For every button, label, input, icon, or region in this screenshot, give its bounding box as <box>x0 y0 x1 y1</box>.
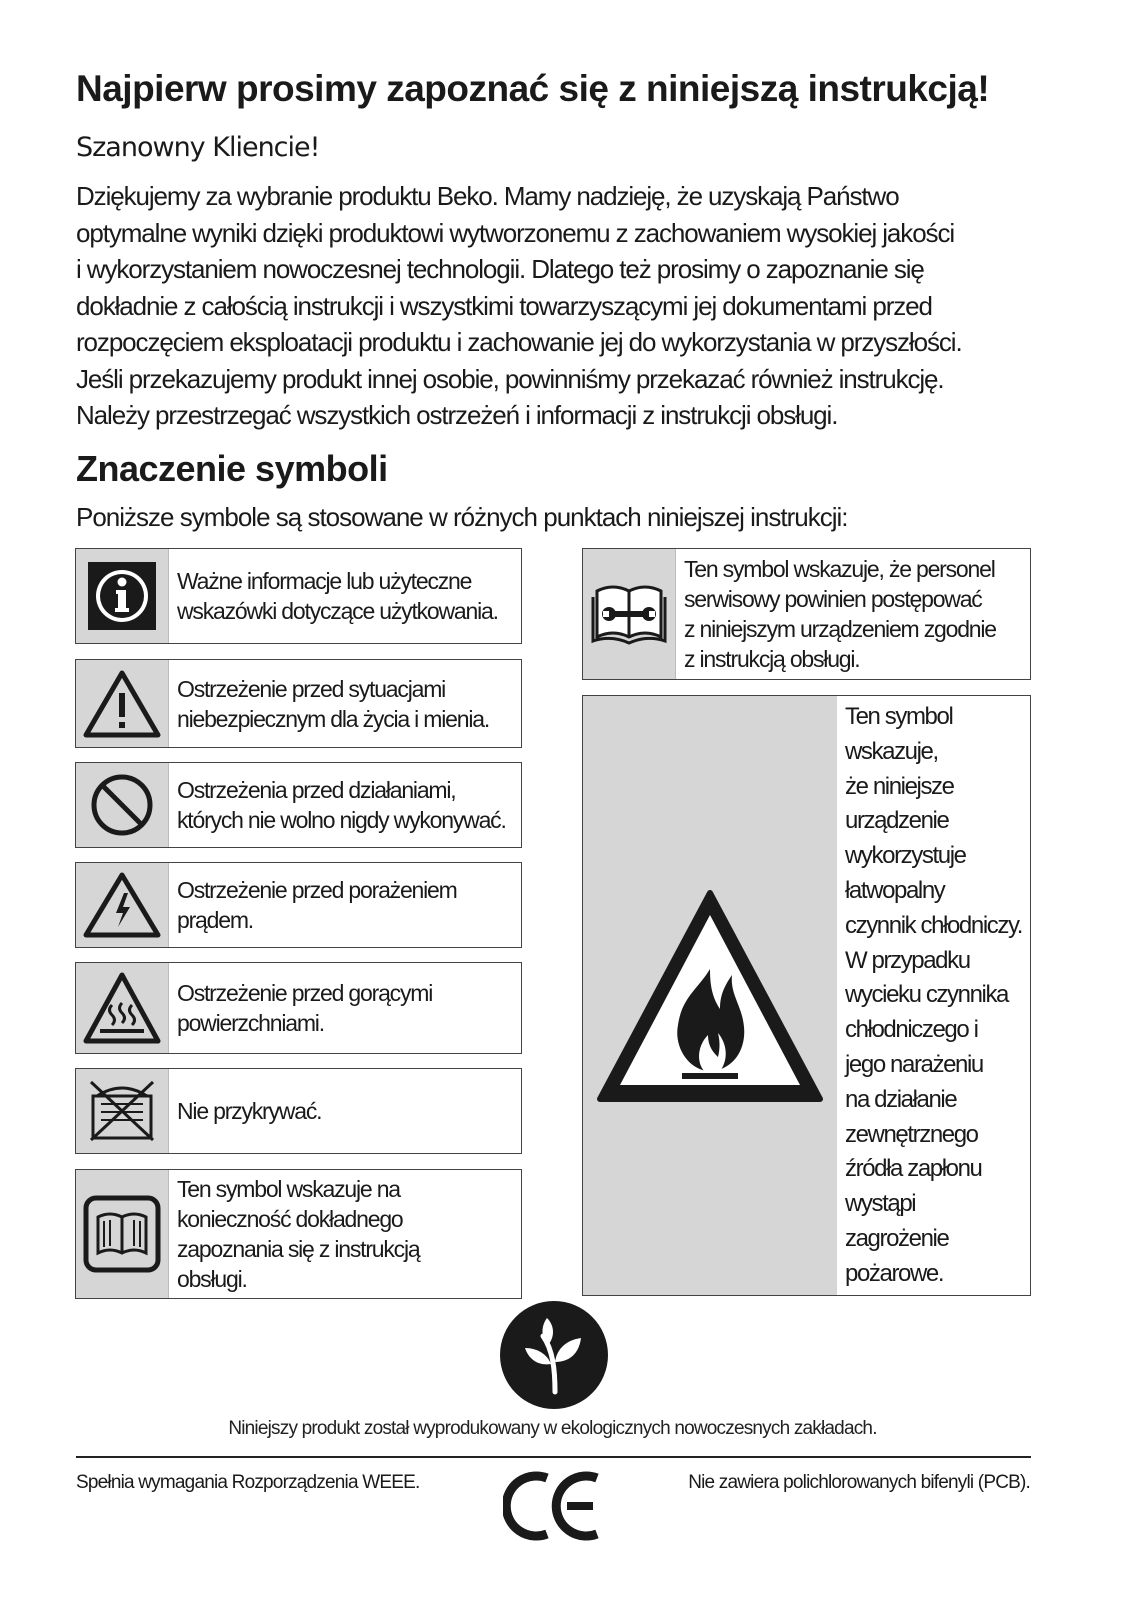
flammable-text: wykorzystuje <box>845 842 966 870</box>
symbol-box-do-not-cover <box>75 1068 522 1154</box>
flammable-text: źródła zapłonu <box>845 1155 982 1183</box>
info-icon <box>76 549 169 643</box>
intro-line: dokładnie z całością instrukcji i wszystkimi towarzyszącymi jej dokumentami przed <box>76 290 932 321</box>
symbol-text: Ostrzeżenie przed porażeniem <box>177 877 457 903</box>
eco-leaf-icon <box>499 1300 609 1410</box>
intro-paragraph <box>76 178 1066 434</box>
flammable-text: na działanie <box>845 1085 957 1113</box>
flammable-text: wycieku czynnika <box>845 981 1009 1009</box>
symbol-box-service-manual <box>582 548 1031 680</box>
flammable-warning-icon <box>583 696 837 1295</box>
flammable-text: W przypadku <box>845 946 970 974</box>
flammable-text: wskazuje, <box>845 737 938 765</box>
symbol-text: wskazówki dotyczące użytkowania. <box>177 598 498 624</box>
flammable-text: chłodniczego i <box>845 1016 978 1044</box>
symbol-text: Ostrzeżenie przed sytuacjami <box>177 675 446 702</box>
symbol-box-prohibition <box>75 762 522 848</box>
symbol-box-electric <box>75 862 522 948</box>
do-not-cover-icon <box>76 1069 169 1153</box>
symbol-text: konieczność dokładnego <box>177 1206 403 1232</box>
electric-shock-icon <box>76 863 169 947</box>
symbol-box-hot-surface <box>75 962 522 1054</box>
flammable-text: wystąpi <box>845 1190 916 1218</box>
pcb-statement: Nie zawiera polichlorowanych bifenyli (PCB). <box>688 1472 1030 1493</box>
symbol-text: prądem. <box>177 907 253 933</box>
flammable-text: zewnętrznego <box>845 1120 978 1148</box>
symbol-text: powierzchniami. <box>177 1010 324 1036</box>
eco-statement: Niniejszy produkt został wyprodukowany w ekologicznych nowoczesnych zakładach. <box>228 1418 877 1439</box>
footer-divider <box>76 1456 1031 1458</box>
intro-line: rozpoczęciem eksploatacji produktu i zachowanie jej do wykorzystania w przyszłości. <box>76 327 962 357</box>
intro-line: Jeśli przekazujemy produkt innej osobie, powinniśmy przekazać również instrukcję. <box>76 363 944 394</box>
symbol-text: Ostrzeżenie przed gorącymi <box>177 980 433 1006</box>
symbol-text: niebezpiecznym dla życia i mienia. <box>177 705 490 732</box>
flammable-text: zagrożenie <box>845 1224 949 1252</box>
hot-surface-icon <box>76 963 169 1053</box>
symbol-text: Ten symbol wskazuje, że personel <box>684 556 995 582</box>
symbol-box-info <box>75 548 522 644</box>
flammable-text: jego narażeniu <box>845 1050 983 1078</box>
greeting: Szanowny Kliencie! <box>76 132 320 163</box>
flammable-text: Ten symbol <box>845 703 953 730</box>
symbol-text: serwisowy powinien postępować <box>684 586 982 612</box>
symbol-box-flammable <box>582 695 1031 1296</box>
symbols-heading: Znaczenie symboli <box>76 448 388 489</box>
symbol-text: Ten symbol wskazuje na <box>177 1176 400 1202</box>
service-manual-icon <box>583 549 676 679</box>
symbols-lead: Poniższe symbole są stosowane w różnych punktach niniejszej instrukcji: <box>76 502 848 532</box>
prohibition-icon <box>76 763 169 847</box>
symbol-text: z niniejszym urządzeniem zgodnie <box>684 616 996 642</box>
symbol-text: Ważne informacje lub użyteczne <box>177 568 472 594</box>
intro-line: Należy przestrzegać wszystkich ostrzeżeń i informacji z instrukcji obsługi. <box>76 400 838 430</box>
symbol-text: obsługi. <box>177 1266 247 1292</box>
flammable-text: czynnik chłodniczy. <box>845 911 1023 939</box>
flammable-text: że niniejsze <box>845 772 954 800</box>
symbol-text: z instrukcją obsługi. <box>684 646 860 672</box>
symbol-box-warning <box>75 659 522 748</box>
read-manual-icon <box>76 1170 169 1298</box>
symbol-text: Nie przykrywać. <box>177 1098 322 1124</box>
symbol-box-read-manual <box>75 1169 522 1299</box>
page-title: Najpierw prosimy zapoznać się z niniejszą instrukcją! <box>76 68 990 109</box>
intro-line: optymalne wyniki dzięki produktowi wytworzonemu z zachowaniem wysokiej jakości <box>76 217 955 248</box>
intro-line: i wykorzystaniem nowoczesnej technologii. Dlatego też prosimy o zapoznanie się <box>76 254 924 284</box>
symbol-text: zapoznania się z instrukcją <box>177 1236 420 1262</box>
flammable-text: pożarowe. <box>845 1259 944 1287</box>
intro-line: Dziękujemy za wybranie produktu Beko. Mamy nadzieję, że uzyskają Państwo <box>76 181 899 211</box>
ce-mark-icon <box>503 1470 603 1542</box>
warning-triangle-icon <box>76 660 169 747</box>
flammable-text: łatwopalny <box>845 876 945 904</box>
flammable-text: urządzenie <box>845 807 949 835</box>
weee-compliance: Spełnia wymagania Rozporządzenia WEEE. <box>76 1472 420 1493</box>
symbol-text: których nie wolno nigdy wykonywać. <box>177 807 506 833</box>
symbol-text: Ostrzeżenia przed działaniami, <box>177 777 456 803</box>
